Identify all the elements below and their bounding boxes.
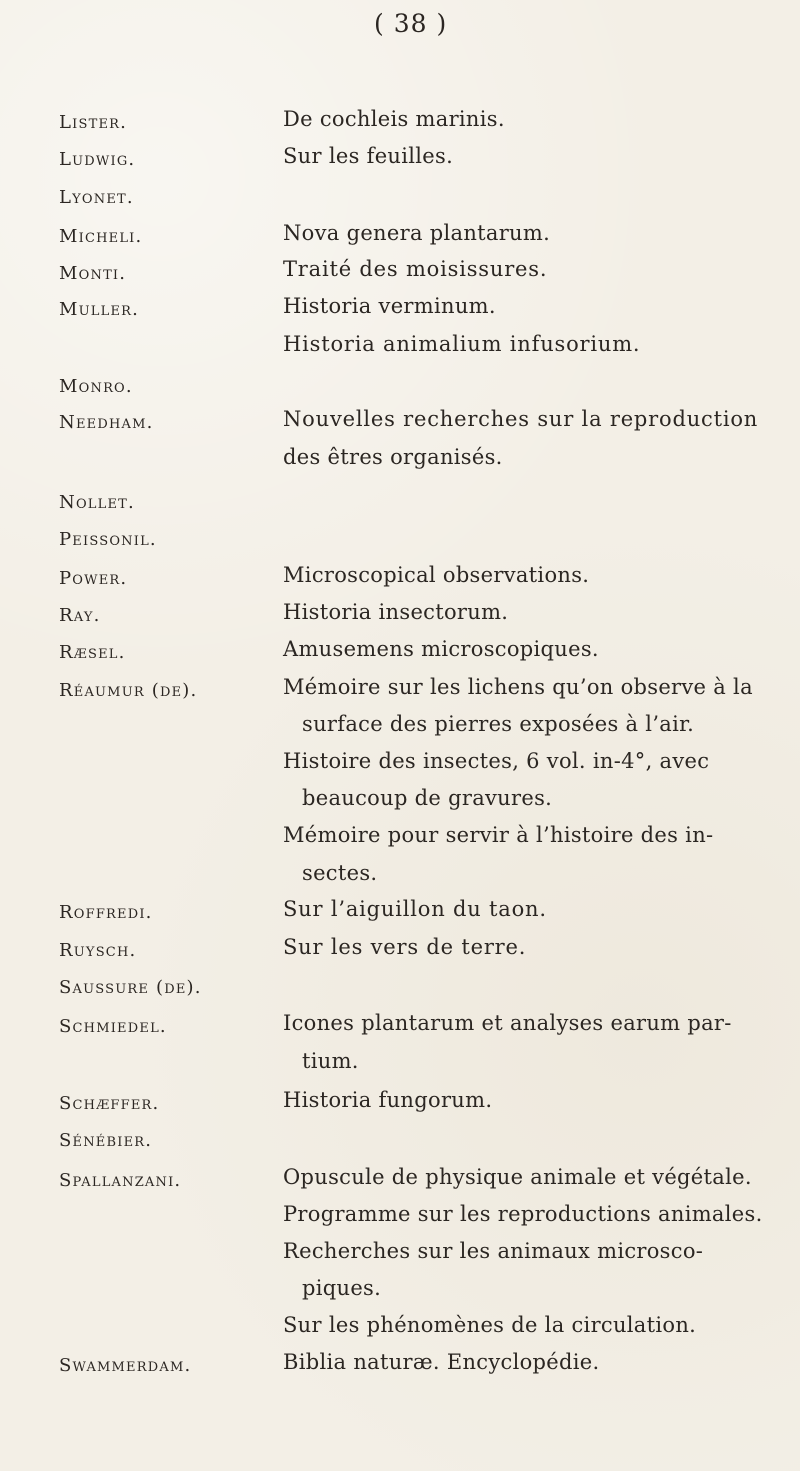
title-reaumur-6: sectes. xyxy=(302,861,378,885)
title-spallanzani-1: Opuscule de physique animale et végétale. xyxy=(283,1165,752,1189)
title-micheli-1: Nova genera plantarum. xyxy=(283,221,551,245)
title-schaeffer-1: Historia fungorum. xyxy=(283,1088,493,1112)
title-reaumur-3: Histoire des insectes, 6 vol. in-4°, avec xyxy=(283,749,710,773)
title-monti-1: Traité des moisissures. xyxy=(283,257,548,281)
title-needham-1: Nouvelles recherches sur la reproduction xyxy=(283,407,759,431)
author-ludwig: Ludwig. xyxy=(59,149,136,170)
title-raesel-1: Amusemens microscopiques. xyxy=(283,637,599,661)
author-schmiedel: Schmiedel. xyxy=(59,1016,167,1037)
title-ludwig-1: Sur les feuilles. xyxy=(283,144,454,168)
author-lister: Lister. xyxy=(59,112,128,133)
title-reaumur-5: Mémoire pour servir à l’histoire des in- xyxy=(283,823,714,847)
title-ruysch-1: Sur les vers de terre. xyxy=(283,935,527,959)
title-reaumur-2: surface des pierres exposées à l’air. xyxy=(302,712,695,736)
title-roffredi-1: Sur l’aiguillon du taon. xyxy=(283,897,547,921)
author-peissonil: Peissonil. xyxy=(59,529,157,550)
author-micheli: Micheli. xyxy=(59,226,143,247)
title-spallanzani-5: Sur les phénomènes de la circulation. xyxy=(283,1313,697,1337)
page-number: ( 38 ) xyxy=(374,9,448,38)
title-power-1: Microscopical observations. xyxy=(283,563,590,587)
title-needham-2: des êtres organisés. xyxy=(283,445,503,469)
title-reaumur-1: Mémoire sur les lichens qu’on observe à la xyxy=(283,675,753,699)
author-saussure: Saussure (de). xyxy=(59,977,202,998)
author-senebier: Sénébier. xyxy=(59,1130,153,1151)
title-spallanzani-4: piques. xyxy=(302,1276,382,1300)
title-lister-1: De cochleis marinis. xyxy=(283,107,505,131)
author-needham: Needham. xyxy=(59,412,154,433)
author-monti: Monti. xyxy=(59,263,127,284)
author-roffredi: Roffredi. xyxy=(59,902,153,923)
author-power: Power. xyxy=(59,568,128,589)
author-swammerdam: Swammerdam. xyxy=(59,1355,192,1376)
title-muller-2: Historia animalium infusorium. xyxy=(283,332,641,356)
title-schmiedel-2: tium. xyxy=(302,1049,359,1073)
author-schaeffer: Schæffer. xyxy=(59,1093,160,1114)
title-schmiedel-1: Icones plantarum et analyses earum par- xyxy=(283,1011,732,1035)
title-reaumur-4: beaucoup de gravures. xyxy=(302,786,553,810)
author-reaumur: Réaumur (de). xyxy=(59,680,198,701)
title-swammerdam-1: Biblia naturæ. Encyclopédie. xyxy=(283,1350,600,1374)
author-spallanzani: Spallanzani. xyxy=(59,1170,182,1191)
author-ray: Ray. xyxy=(59,605,101,626)
author-raesel: Ræsel. xyxy=(59,642,126,663)
title-spallanzani-3: Recherches sur les animaux microsco- xyxy=(283,1239,704,1263)
author-muller: Muller. xyxy=(59,299,140,320)
author-ruysch: Ruysch. xyxy=(59,940,137,961)
author-monro: Monro. xyxy=(59,376,133,397)
author-nollet: Nollet. xyxy=(59,492,135,513)
title-muller-1: Historia verminum. xyxy=(283,294,496,318)
title-ray-1: Historia insectorum. xyxy=(283,600,509,624)
author-lyonet: Lyonet. xyxy=(59,187,134,208)
title-spallanzani-2: Programme sur les reproductions animales. xyxy=(283,1202,763,1226)
